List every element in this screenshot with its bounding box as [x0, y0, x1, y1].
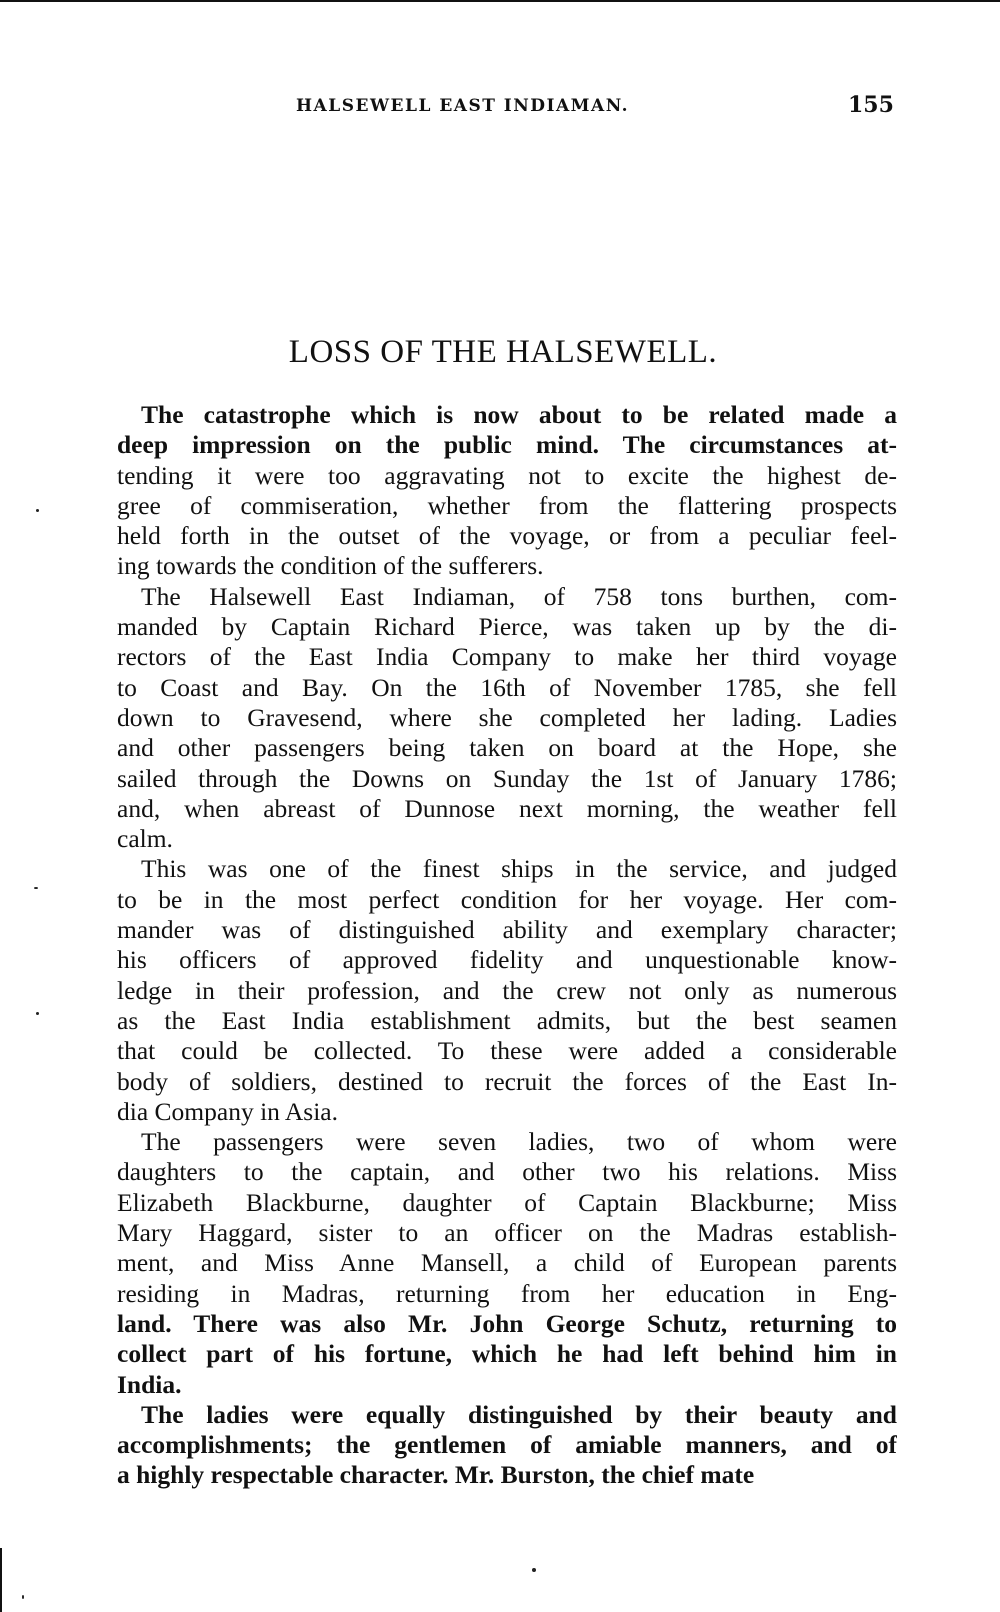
running-head: HALSEWELL EAST INDIAMAN.: [296, 96, 630, 116]
text-line: land. There was also Mr. John George Schutz, returning to: [117, 1308, 897, 1338]
text-line: deep impression on the public mind. The circumstances at-: [117, 430, 897, 460]
text-line: manded by Captain Richard Pierce, was taken up by the di-: [117, 612, 897, 642]
text-line: Elizabeth Blackburne, daughter of Captain Blackburne; Miss: [117, 1187, 897, 1217]
text-line: that could be collected. To these were added a considerable: [117, 1036, 897, 1066]
text-line: The catastrophe which is now about to be related made a: [141, 400, 897, 429]
text-line: and, when abreast of Dunnose next morning, the weather fell: [117, 793, 897, 823]
text-line: mander was of distinguished ability and exemplary character;: [117, 915, 897, 945]
text-line: calm.: [117, 824, 173, 854]
page-number: 155: [848, 92, 894, 118]
text-line: The Halsewell East Indiaman, of 758 tons burthen, com-: [141, 581, 897, 611]
paragraph: [117, 582, 897, 855]
text-line: held forth in the outset of the voyage, or from a peculiar feel-: [117, 521, 897, 551]
page-speck: [532, 1568, 536, 1572]
text-line: and other passengers being taken on board at the Hope, she: [117, 733, 897, 763]
text-line: The passengers were seven ladies, two of whom were: [141, 1127, 897, 1157]
margin-speck: [22, 1595, 24, 1599]
text-line: The ladies were equally distinguished by their beauty and: [141, 1399, 897, 1429]
margin-speck: [34, 887, 38, 889]
text-line: a highly respectable character. Mr. Burston, the chief mate: [117, 1460, 755, 1490]
text-line: tending it were too aggravating not to excite the highest de-: [117, 460, 897, 490]
scan-edge-left: [0, 1548, 2, 1612]
text-line: rectors of the East India Company to make her third voyage: [117, 642, 897, 672]
chapter-title: LOSS OF THE HALSEWELL.: [288, 334, 718, 370]
paragraph: [117, 1400, 897, 1491]
text-line: body of soldiers, destined to recruit the forces of the East In-: [117, 1066, 897, 1096]
text-line: gree of commiseration, whether from the flattering prospects: [117, 490, 897, 520]
text-line: accomplishments; the gentlemen of amiable manners, and of: [117, 1430, 897, 1460]
text-line: ing towards the condition of the sufferers.: [117, 551, 544, 581]
text-line: daughters to the captain, and other two his relations. Miss: [117, 1157, 897, 1187]
margin-speck: [36, 509, 39, 512]
scan-edge-top: [0, 0, 1000, 2]
text-line: residing in Madras, returning from her education in Eng-: [117, 1278, 897, 1308]
text-line: collect part of his fortune, which he had left behind him in: [117, 1339, 897, 1369]
paragraph: [117, 400, 897, 582]
text-line: This was one of the finest ships in the service, and judged: [141, 854, 897, 884]
text-line: his officers of approved fidelity and unquestionable know-: [117, 945, 897, 975]
text-line: India.: [117, 1369, 182, 1399]
text-line: dia Company in Asia.: [117, 1096, 338, 1126]
text-line: down to Gravesend, where she completed her lading. Ladies: [117, 702, 897, 732]
text-line: sailed through the Downs on Sunday the 1st of January 1786;: [117, 763, 897, 793]
body-text: [117, 400, 897, 1491]
text-line: to be in the most perfect condition for her voyage. Her com-: [117, 884, 897, 914]
text-line: to Coast and Bay. On the 16th of November 1785, she fell: [117, 672, 897, 702]
text-line: Mary Haggard, sister to an officer on the Madras establish-: [117, 1218, 897, 1248]
text-line: ledge in their profession, and the crew not only as numerous: [117, 975, 897, 1005]
text-line: as the East India establishment admits, but the best seamen: [117, 1005, 897, 1035]
paragraph: [117, 854, 897, 1127]
paragraph: [117, 1127, 897, 1400]
margin-speck: [36, 1012, 39, 1015]
text-line: ment, and Miss Anne Mansell, a child of European parents: [117, 1248, 897, 1278]
